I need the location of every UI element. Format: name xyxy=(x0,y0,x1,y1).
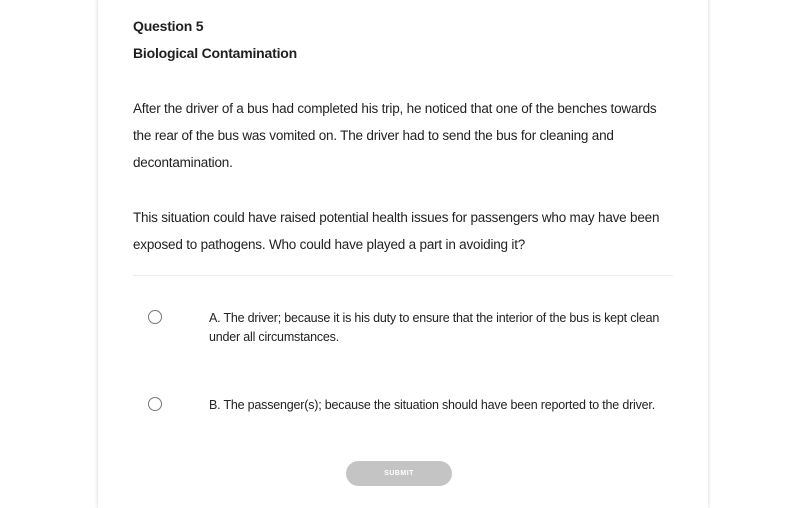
question-topic: Biological Contamination xyxy=(133,45,297,61)
submit-button[interactable]: SUBMIT xyxy=(346,461,452,486)
question-number: Question 5 xyxy=(133,18,204,34)
scenario-paragraph: After the driver of a bus had completed his trip, he noticed that one of the benches towards the rear of the bus was vomited on. The driver had to send the bus for cleaning and decontamination. xyxy=(133,101,657,170)
radio-button-icon[interactable] xyxy=(148,310,162,324)
radio-button-icon[interactable] xyxy=(148,397,162,411)
answer-option-label: B. The passenger(s); because the situation should have been reported to the driver. xyxy=(209,398,655,412)
divider xyxy=(133,275,673,276)
answer-option-label: A. The driver; because it is his duty to ensure that the interior of the bus is kept clean under all circumstances. xyxy=(209,311,660,344)
question-prompt-paragraph: This situation could have raised potential health issues for passengers who may have been exposed to pathogens. Who could have played a part in avoiding it? xyxy=(133,210,660,252)
